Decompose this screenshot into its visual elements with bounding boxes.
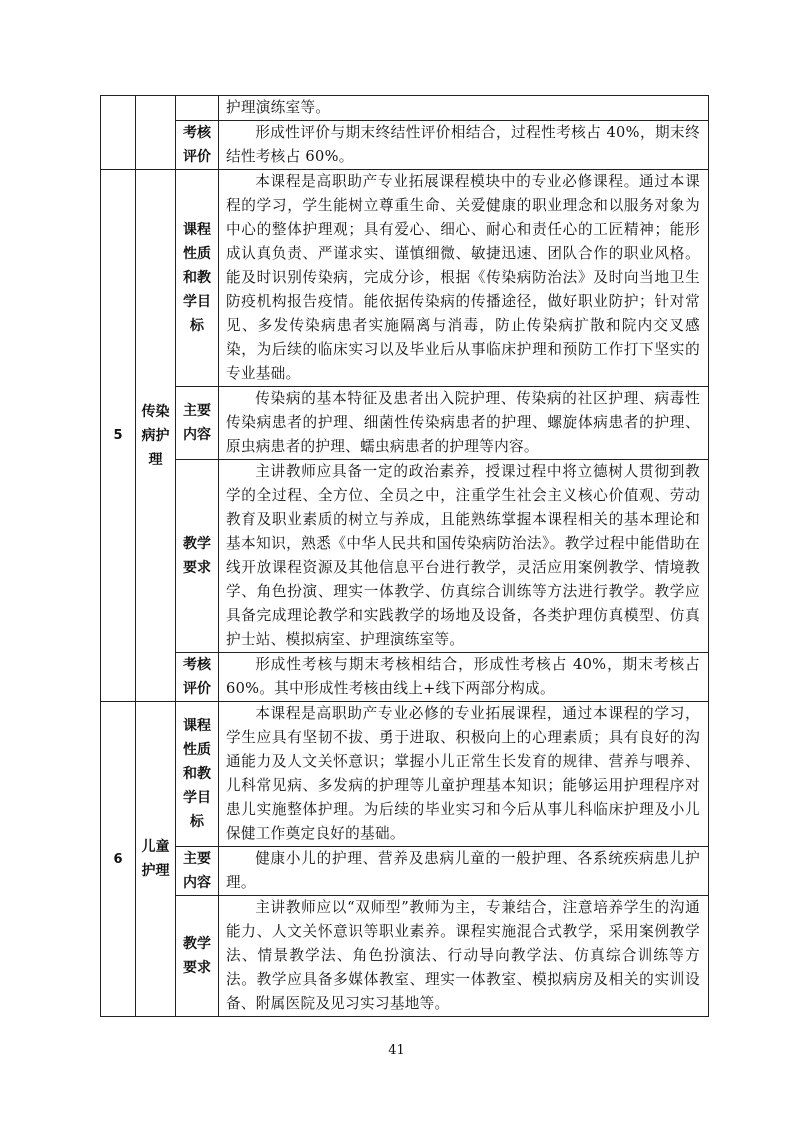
- assess-text: 形成性评价与期末终结性评价相结合，过程性考核占 40%，期末终结性考核占 60%。: [219, 121, 709, 170]
- content-text: 传染病的基本特征及患者出入院护理、传染病的社区护理、病毒性传染病患者的护理、细菌性传染病患者的护理、螺旋体病患者的护理、原虫病患者的护理、蠕虫病患者的护理等内容。: [219, 387, 709, 460]
- page-number: 41: [388, 1043, 405, 1058]
- table-row: [101, 702, 709, 847]
- assess-label: 考核评价: [176, 653, 219, 702]
- nature-label: 课程性质和教学目标: [176, 702, 219, 847]
- requirement-text: 主讲教师应以“双师型”教师为主，专兼结合，注意培养学生的沟通能力、人文关怀意识等职业素养。课程实施混合式教学，采用案例教学法、情景教学法、角色扮演法、行动导向教学法、仿真综合训练等方法。教学应具备多媒体教室、理实一体教室、模拟病房及相关的实训设备、附属医院及见习实习基地等。: [219, 896, 709, 1017]
- table-row: [101, 460, 709, 653]
- label-cell: [176, 96, 219, 121]
- course-table: [100, 95, 709, 1017]
- course-number: 5: [101, 170, 136, 702]
- nature-label: 课程性质和教学目标: [176, 170, 219, 387]
- course-name: 儿童护理: [136, 702, 176, 1017]
- nature-text: 本课程是高职助产专业必修的专业拓展课程，通过本课程的学习，学生应具有坚韧不拔、勇于进取、积极向上的心理素质；具有良好的沟通能力及人文关怀意识；掌握小儿正常生长发育的规律、营养与喂养、儿科常见病、多发病的护理等儿童护理基本知识；能够运用护理程序对患儿实施整体护理。为后续的毕业实习和今后从事儿科临床护理及小儿保健工作奠定良好的基础。: [219, 702, 709, 847]
- assess-text: 形成性考核与期末考核相结合，形成性考核占 40%，期末考核占 60%。其中形成性考核由线上+线下两部分构成。: [219, 653, 709, 702]
- name-cell: [136, 96, 176, 170]
- table-row: [101, 170, 709, 387]
- assess-label: 考核评价: [176, 121, 219, 170]
- requirement-text: 主讲教师应具备一定的政治素养，授课过程中将立德树人贯彻到教学的全过程、全方位、全员之中，注重学生社会主义核心价值观、劳动教育及职业素质的树立与养成，且能熟练掌握本课程相关的基本理论和基本知识，熟悉《中华人民共和国传染病防治法》。教学过程中能借助在线开放课程资源及其他信息平台进行教学，灵活应用案例教学、情境教学、角色扮演、理实一体教学、仿真综合训练等方法进行教学。教学应具备完成理论教学和实践教学的场地及设备，各类护理仿真模型、仿真护士站、模拟病室、护理演练室等。: [219, 460, 709, 653]
- table-row: [101, 387, 709, 460]
- num-cell: [101, 96, 136, 170]
- course-name: 传染病护理: [136, 170, 176, 702]
- content-label: 主要内容: [176, 847, 219, 896]
- text-cell: 护理演练室等。: [219, 96, 709, 121]
- requirement-label: 教学要求: [176, 460, 219, 653]
- requirement-label: 教学要求: [176, 896, 219, 1017]
- table-row: [101, 847, 709, 896]
- content-text: 健康小儿的护理、营养及患病儿童的一般护理、各系统疾病患儿护理。: [219, 847, 709, 896]
- table-row: [101, 96, 709, 121]
- table-row: [101, 896, 709, 1017]
- table-row: [101, 121, 709, 170]
- course-number: 6: [101, 702, 136, 1017]
- content-label: 主要内容: [176, 387, 219, 460]
- table-row: [101, 653, 709, 702]
- nature-text: 本课程是高职助产专业拓展课程模块中的专业必修课程。通过本课程的学习，学生能树立尊重生命、关爱健康的职业理念和以服务对象为中心的整体护理观；具有爱心、细心、耐心和责任心的工匠精神；能形成认真负责、严谨求实、谨慎细微、敏捷迅速、团队合作的职业风格。能及时识别传染病，完成分诊，根据《传染病防治法》及时向当地卫生防疫机构报告疫情。能依据传染病的传播途径，做好职业防护；针对常见、多发传染病患者实施隔离与消毒，防止传染病扩散和院内交叉感染，为后续的临床实习以及毕业后从事临床护理和预防工作打下坚实的专业基础。: [219, 170, 709, 387]
